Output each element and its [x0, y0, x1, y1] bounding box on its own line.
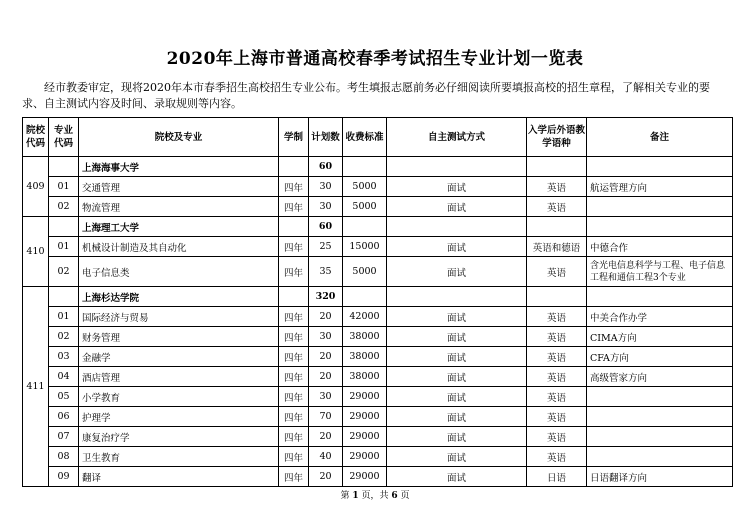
footer-page-number: 1	[352, 491, 359, 501]
major-fee: 29000	[343, 387, 387, 407]
major-fee: 38000	[343, 367, 387, 387]
major-code: 02	[49, 197, 79, 217]
major-language: 日语	[527, 467, 587, 487]
major-code: 07	[49, 427, 79, 447]
major-plan: 30	[309, 177, 343, 197]
major-fee: 29000	[343, 467, 387, 487]
major-fee: 5000	[343, 177, 387, 197]
major-row	[23, 197, 733, 217]
major-system: 四年	[279, 387, 309, 407]
major-row	[23, 327, 733, 347]
major-system: 四年	[279, 327, 309, 347]
school-row	[23, 217, 733, 237]
major-language: 英语	[527, 197, 587, 217]
document-title: 2020年上海市普通高校春季考试招生专业计划一览表	[166, 49, 584, 69]
major-row	[23, 257, 733, 287]
major-fee: 5000	[343, 257, 387, 287]
table-body	[23, 157, 733, 487]
major-remark: 航运管理方向	[587, 177, 733, 197]
major-system: 四年	[279, 257, 309, 287]
school-system-empty	[279, 217, 309, 237]
major-plan: 70	[309, 407, 343, 427]
footer-total-pages: 6	[391, 491, 398, 501]
school-code: 410	[23, 217, 49, 287]
major-system: 四年	[279, 177, 309, 197]
school-system-empty	[279, 287, 309, 307]
major-language: 英语和德语	[527, 237, 587, 257]
school-row	[23, 157, 733, 177]
major-fee: 29000	[343, 427, 387, 447]
major-language: 英语	[527, 367, 587, 387]
major-code: 04	[49, 367, 79, 387]
school-code: 411	[23, 287, 49, 487]
major-name: 电子信息类	[79, 257, 279, 287]
major-remark: 日语翻译方向	[587, 467, 733, 487]
header-school-code: 院校代码	[23, 118, 49, 157]
major-system: 四年	[279, 347, 309, 367]
major-language: 英语	[527, 327, 587, 347]
major-remark	[587, 427, 733, 447]
footer-suffix: 页	[400, 491, 410, 501]
major-plan: 20	[309, 467, 343, 487]
major-row	[23, 447, 733, 467]
school-test-empty	[387, 287, 527, 307]
major-name: 康复治疗学	[79, 427, 279, 447]
major-code: 02	[49, 257, 79, 287]
major-system: 四年	[279, 427, 309, 447]
major-name: 国际经济与贸易	[79, 307, 279, 327]
major-test: 面试	[387, 467, 527, 487]
school-language-empty	[527, 217, 587, 237]
major-test: 面试	[387, 327, 527, 347]
header-language: 入学后外语教学语种	[527, 118, 587, 157]
major-name: 财务管理	[79, 327, 279, 347]
major-plan: 20	[309, 367, 343, 387]
school-major-code-empty	[49, 217, 79, 237]
major-plan: 20	[309, 307, 343, 327]
major-row	[23, 467, 733, 487]
page-footer	[0, 488, 750, 501]
major-system: 四年	[279, 197, 309, 217]
major-test: 面试	[387, 407, 527, 427]
major-fee: 38000	[343, 347, 387, 367]
major-test: 面试	[387, 177, 527, 197]
major-system: 四年	[279, 307, 309, 327]
major-system: 四年	[279, 367, 309, 387]
school-test-empty	[387, 217, 527, 237]
school-remark-empty	[587, 287, 733, 307]
major-remark: 高级管家方向	[587, 367, 733, 387]
header-major-code: 专业代码	[49, 118, 79, 157]
major-remark: 中德合作	[587, 237, 733, 257]
major-language: 英语	[527, 427, 587, 447]
school-fee-empty	[343, 157, 387, 177]
school-system-empty	[279, 157, 309, 177]
major-test: 面试	[387, 367, 527, 387]
header-plan: 计划数	[309, 118, 343, 157]
school-row	[23, 287, 733, 307]
school-plan: 320	[309, 287, 343, 307]
footer-middle: 页，共	[361, 491, 389, 501]
major-test: 面试	[387, 447, 527, 467]
major-language: 英语	[527, 257, 587, 287]
major-language: 英语	[527, 177, 587, 197]
major-plan: 35	[309, 257, 343, 287]
header-remark: 备注	[587, 118, 733, 157]
footer-prefix: 第	[340, 491, 350, 501]
major-plan: 20	[309, 347, 343, 367]
major-code: 02	[49, 327, 79, 347]
school-name: 上海海事大学	[79, 157, 279, 177]
major-remark	[587, 407, 733, 427]
major-name: 小学教育	[79, 387, 279, 407]
major-fee: 38000	[343, 327, 387, 347]
school-test-empty	[387, 157, 527, 177]
major-plan: 30	[309, 327, 343, 347]
school-remark-empty	[587, 157, 733, 177]
major-system: 四年	[279, 447, 309, 467]
major-test: 面试	[387, 237, 527, 257]
intro-paragraph: 经市教委审定，现将2020年本市春季招生高校招生专业公布。考生填报志愿前务必仔细阅读所要填报高校的招生章程，了解相关专业的要求、自主测试内容及时间、录取规则等内容。	[22, 81, 710, 110]
major-language: 英语	[527, 307, 587, 327]
major-system: 四年	[279, 407, 309, 427]
major-remark: 中美合作办学	[587, 307, 733, 327]
header-name: 院校及专业	[79, 118, 279, 157]
major-row	[23, 427, 733, 447]
major-remark	[587, 447, 733, 467]
major-name: 交通管理	[79, 177, 279, 197]
major-remark	[587, 197, 733, 217]
major-name: 护理学	[79, 407, 279, 427]
school-name: 上海理工大学	[79, 217, 279, 237]
school-code: 409	[23, 157, 49, 217]
major-remark: 含光电信息科学与工程、电子信息工程和通信工程3个专业	[587, 257, 733, 287]
major-remark: CIMA方向	[587, 327, 733, 347]
school-fee-empty	[343, 217, 387, 237]
header-test: 自主测试方式	[387, 118, 527, 157]
major-test: 面试	[387, 387, 527, 407]
major-fee: 29000	[343, 407, 387, 427]
major-code: 05	[49, 387, 79, 407]
major-code: 01	[49, 307, 79, 327]
major-name: 机械设计制造及其自动化	[79, 237, 279, 257]
major-language: 英语	[527, 387, 587, 407]
school-remark-empty	[587, 217, 733, 237]
major-test: 面试	[387, 427, 527, 447]
school-name: 上海杉达学院	[79, 287, 279, 307]
school-fee-empty	[343, 287, 387, 307]
major-code: 08	[49, 447, 79, 467]
major-test: 面试	[387, 307, 527, 327]
major-language: 英语	[527, 347, 587, 367]
major-row	[23, 307, 733, 327]
major-plan: 20	[309, 427, 343, 447]
major-code: 03	[49, 347, 79, 367]
major-name: 卫生教育	[79, 447, 279, 467]
major-row	[23, 347, 733, 367]
major-plan: 40	[309, 447, 343, 467]
major-name: 翻译	[79, 467, 279, 487]
school-language-empty	[527, 287, 587, 307]
major-language: 英语	[527, 447, 587, 467]
school-plan: 60	[309, 157, 343, 177]
major-test: 面试	[387, 257, 527, 287]
major-fee: 42000	[343, 307, 387, 327]
school-language-empty	[527, 157, 587, 177]
header-system: 学制	[279, 118, 309, 157]
table-header-row	[23, 118, 733, 157]
major-system: 四年	[279, 237, 309, 257]
major-code: 06	[49, 407, 79, 427]
school-major-code-empty	[49, 157, 79, 177]
major-name: 酒店管理	[79, 367, 279, 387]
major-code: 01	[49, 177, 79, 197]
major-row	[23, 367, 733, 387]
major-plan: 25	[309, 237, 343, 257]
major-remark	[587, 387, 733, 407]
major-row	[23, 387, 733, 407]
major-remark: CFA方向	[587, 347, 733, 367]
major-fee: 29000	[343, 447, 387, 467]
major-test: 面试	[387, 347, 527, 367]
major-name: 金融学	[79, 347, 279, 367]
major-row	[23, 177, 733, 197]
major-fee: 5000	[343, 197, 387, 217]
major-name: 物流管理	[79, 197, 279, 217]
header-fee: 收费标准	[343, 118, 387, 157]
major-fee: 15000	[343, 237, 387, 257]
major-system: 四年	[279, 467, 309, 487]
major-language: 英语	[527, 407, 587, 427]
major-plan: 30	[309, 197, 343, 217]
major-row	[23, 237, 733, 257]
enrollment-plan-table	[22, 117, 733, 487]
major-row	[23, 407, 733, 427]
major-plan: 30	[309, 387, 343, 407]
major-code: 09	[49, 467, 79, 487]
major-test: 面试	[387, 197, 527, 217]
major-code: 01	[49, 237, 79, 257]
school-major-code-empty	[49, 287, 79, 307]
school-plan: 60	[309, 217, 343, 237]
